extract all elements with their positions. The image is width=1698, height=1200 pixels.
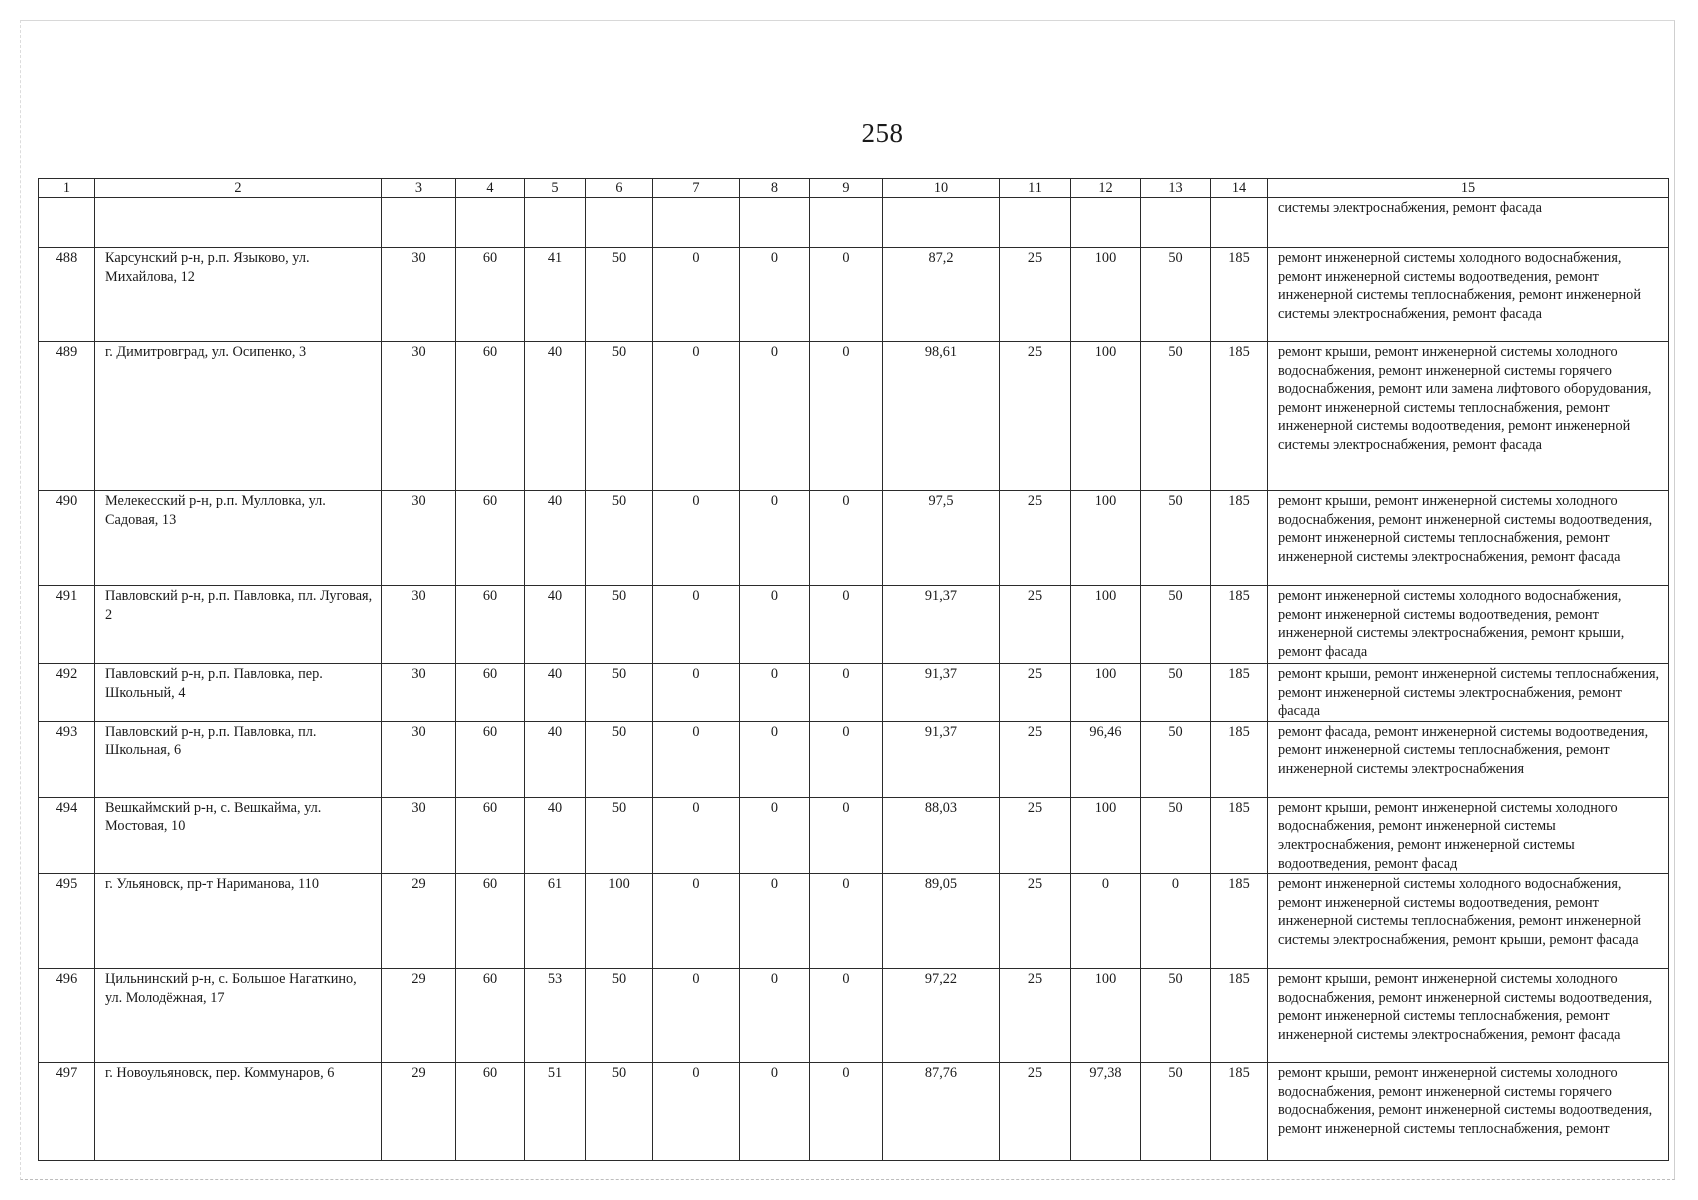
row-number-cell: 496 <box>39 969 95 1063</box>
table-row <box>39 797 1669 873</box>
value-cell: 50 <box>1141 491 1211 586</box>
value-cell: 50 <box>586 664 653 722</box>
value-cell: 0 <box>740 969 810 1063</box>
value-cell: 97,5 <box>883 491 1000 586</box>
value-cell: 0 <box>653 491 740 586</box>
row-number-cell: 491 <box>39 586 95 664</box>
value-cell: 25 <box>1000 797 1071 873</box>
value-cell: 100 <box>1071 664 1141 722</box>
works-cell: системы электроснабжения, ремонт фасада <box>1268 198 1669 248</box>
registry-table <box>38 178 1669 1161</box>
row-number-cell: 492 <box>39 664 95 722</box>
value-cell: 96,46 <box>1071 721 1141 797</box>
value-cell: 60 <box>456 1063 525 1161</box>
address-cell: г. Димитровград, ул. Осипенко, 3 <box>95 342 382 491</box>
value-cell: 40 <box>525 491 586 586</box>
column-header: 15 <box>1268 179 1669 198</box>
value-cell: 89,05 <box>883 874 1000 969</box>
value-cell: 29 <box>382 874 456 969</box>
value-cell: 0 <box>810 874 883 969</box>
address-cell: Павловский р-н, р.п. Павловка, пл. Луговая, 2 <box>95 586 382 664</box>
address-cell: Павловский р-н, р.п. Павловка, пл. Школьная, 6 <box>95 721 382 797</box>
value-cell: 0 <box>810 797 883 873</box>
row-number-cell: 497 <box>39 1063 95 1161</box>
value-cell: 0 <box>740 721 810 797</box>
row-number-cell: 494 <box>39 797 95 873</box>
address-cell: Цильнинский р-н, с. Большое Нагаткино, ул. Молодёжная, 17 <box>95 969 382 1063</box>
value-cell: 50 <box>1141 721 1211 797</box>
value-cell: 40 <box>525 797 586 873</box>
column-header: 9 <box>810 179 883 198</box>
value-cell: 60 <box>456 491 525 586</box>
value-cell: 53 <box>525 969 586 1063</box>
value-cell: 60 <box>456 664 525 722</box>
value-cell: 91,37 <box>883 721 1000 797</box>
value-cell: 100 <box>1071 586 1141 664</box>
table-row <box>39 721 1669 797</box>
column-header: 1 <box>39 179 95 198</box>
column-header: 13 <box>1141 179 1211 198</box>
value-cell: 50 <box>1141 969 1211 1063</box>
table-row <box>39 1063 1669 1161</box>
value-cell: 100 <box>1071 248 1141 342</box>
works-cell: ремонт крыши, ремонт инженерной системы теплоснабжения, ремонт инженерной системы электроснабжения, ремонт фасада <box>1268 664 1669 722</box>
value-cell: 51 <box>525 1063 586 1161</box>
value-cell: 0 <box>653 721 740 797</box>
works-cell: ремонт инженерной системы холодного водоснабжения, ремонт инженерной системы водоотведения, ремонт инженерной системы электроснабжения, ремонт крыши, ремонт фасада <box>1268 586 1669 664</box>
value-cell: 60 <box>456 797 525 873</box>
value-cell: 0 <box>740 874 810 969</box>
value-cell: 97,22 <box>883 969 1000 1063</box>
value-cell: 25 <box>1000 664 1071 722</box>
value-cell: 0 <box>740 491 810 586</box>
value-cell: 185 <box>1211 874 1268 969</box>
value-cell: 0 <box>653 1063 740 1161</box>
works-cell: ремонт крыши, ремонт инженерной системы холодного водоснабжения, ремонт инженерной системы водоотведения, ремонт инженерной системы теплоснабжения, ремонт инженерной системы электроснабжения, ремонт фасада <box>1268 969 1669 1063</box>
value-cell: 50 <box>1141 1063 1211 1161</box>
value-cell: 0 <box>740 342 810 491</box>
column-number-row <box>39 179 1669 198</box>
value-cell: 50 <box>586 1063 653 1161</box>
value-cell: 0 <box>653 874 740 969</box>
value-cell: 0 <box>810 491 883 586</box>
value-cell: 25 <box>1000 586 1071 664</box>
value-cell: 30 <box>382 721 456 797</box>
value-cell: 50 <box>1141 248 1211 342</box>
works-cell: ремонт инженерной системы холодного водоснабжения, ремонт инженерной системы водоотведения, ремонт инженерной системы теплоснабжения, ремонт инженерной системы электроснабжения, ремонт крыши, ремонт фасада <box>1268 874 1669 969</box>
address-cell: Павловский р-н, р.п. Павловка, пер. Школьный, 4 <box>95 664 382 722</box>
value-cell: 60 <box>456 721 525 797</box>
value-cell: 60 <box>456 969 525 1063</box>
value-cell: 0 <box>810 248 883 342</box>
value-cell: 100 <box>1071 491 1141 586</box>
value-cell: 0 <box>810 1063 883 1161</box>
value-cell: 60 <box>456 586 525 664</box>
value-cell: 30 <box>382 342 456 491</box>
value-cell: 87,76 <box>883 1063 1000 1161</box>
row-number-cell: 495 <box>39 874 95 969</box>
value-cell: 50 <box>1141 664 1211 722</box>
column-header: 2 <box>95 179 382 198</box>
works-cell: ремонт крыши, ремонт инженерной системы холодного водоснабжения, ремонт инженерной системы горячего водоснабжения, ремонт или замена лифтового оборудования, ремонт инженерной системы теплоснабжения, ремонт инженерной системы водоотведения, ремонт инженерной системы электроснабжения, ремонт фасада <box>1268 342 1669 491</box>
value-cell: 50 <box>586 342 653 491</box>
value-cell: 185 <box>1211 586 1268 664</box>
works-cell: ремонт крыши, ремонт инженерной системы холодного водоснабжения, ремонт инженерной системы электроснабжения, ремонт инженерной системы водоотведения, ремонт фасад <box>1268 797 1669 873</box>
value-cell: 25 <box>1000 248 1071 342</box>
address-cell: г. Новоульяновск, пер. Коммунаров, 6 <box>95 1063 382 1161</box>
value-cell: 25 <box>1000 969 1071 1063</box>
value-cell: 50 <box>1141 342 1211 491</box>
continuation-row <box>39 198 1669 248</box>
value-cell: 0 <box>810 342 883 491</box>
column-header: 6 <box>586 179 653 198</box>
value-cell: 88,03 <box>883 797 1000 873</box>
value-cell: 185 <box>1211 721 1268 797</box>
value-cell: 50 <box>1141 797 1211 873</box>
column-header: 12 <box>1071 179 1141 198</box>
value-cell: 0 <box>810 586 883 664</box>
value-cell: 97,38 <box>1071 1063 1141 1161</box>
row-number-cell: 490 <box>39 491 95 586</box>
value-cell: 25 <box>1000 1063 1071 1161</box>
value-cell: 50 <box>586 721 653 797</box>
value-cell: 91,37 <box>883 664 1000 722</box>
column-header: 14 <box>1211 179 1268 198</box>
works-cell: ремонт инженерной системы холодного водоснабжения, ремонт инженерной системы водоотведения, ремонт инженерной системы теплоснабжения, ремонт инженерной системы электроснабжения, ремонт фасада <box>1268 248 1669 342</box>
value-cell: 100 <box>1071 969 1141 1063</box>
value-cell: 0 <box>653 248 740 342</box>
value-cell: 0 <box>653 969 740 1063</box>
value-cell: 0 <box>740 664 810 722</box>
value-cell: 40 <box>525 586 586 664</box>
value-cell: 100 <box>1071 797 1141 873</box>
value-cell: 0 <box>810 969 883 1063</box>
value-cell: 0 <box>740 586 810 664</box>
value-cell: 50 <box>586 797 653 873</box>
column-header: 11 <box>1000 179 1071 198</box>
value-cell: 60 <box>456 874 525 969</box>
value-cell: 100 <box>586 874 653 969</box>
value-cell: 0 <box>653 797 740 873</box>
value-cell: 25 <box>1000 342 1071 491</box>
value-cell: 0 <box>740 797 810 873</box>
table-row <box>39 586 1669 664</box>
column-header: 5 <box>525 179 586 198</box>
column-header: 10 <box>883 179 1000 198</box>
address-cell: Карсунский р-н, р.п. Языково, ул. Михайлова, 12 <box>95 248 382 342</box>
table-row <box>39 664 1669 722</box>
value-cell: 40 <box>525 721 586 797</box>
row-number-cell: 488 <box>39 248 95 342</box>
value-cell: 0 <box>1141 874 1211 969</box>
value-cell: 98,61 <box>883 342 1000 491</box>
row-number-cell: 489 <box>39 342 95 491</box>
value-cell: 50 <box>586 248 653 342</box>
value-cell: 185 <box>1211 1063 1268 1161</box>
value-cell: 61 <box>525 874 586 969</box>
value-cell: 185 <box>1211 342 1268 491</box>
value-cell: 60 <box>456 248 525 342</box>
value-cell: 30 <box>382 248 456 342</box>
address-cell: Вешкаймский р-н, с. Вешкайма, ул. Мостовая, 10 <box>95 797 382 873</box>
table-row <box>39 874 1669 969</box>
column-header: 7 <box>653 179 740 198</box>
address-cell: г. Ульяновск, пр-т Нариманова, 110 <box>95 874 382 969</box>
value-cell: 25 <box>1000 874 1071 969</box>
value-cell: 40 <box>525 664 586 722</box>
page-number: 258 <box>861 118 904 148</box>
value-cell: 30 <box>382 797 456 873</box>
value-cell: 0 <box>740 1063 810 1161</box>
value-cell: 30 <box>382 664 456 722</box>
value-cell: 25 <box>1000 491 1071 586</box>
value-cell: 0 <box>810 664 883 722</box>
value-cell: 25 <box>1000 721 1071 797</box>
address-cell: Мелекесский р-н, р.п. Мулловка, ул. Садовая, 13 <box>95 491 382 586</box>
value-cell: 41 <box>525 248 586 342</box>
value-cell: 185 <box>1211 248 1268 342</box>
value-cell: 50 <box>586 586 653 664</box>
value-cell: 185 <box>1211 491 1268 586</box>
value-cell: 100 <box>1071 342 1141 491</box>
value-cell: 29 <box>382 969 456 1063</box>
column-header: 8 <box>740 179 810 198</box>
value-cell: 0 <box>810 721 883 797</box>
works-cell: ремонт крыши, ремонт инженерной системы холодного водоснабжения, ремонт инженерной системы водоотведения, ремонт инженерной системы теплоснабжения, ремонт инженерной системы электроснабжения, ремонт фасада <box>1268 491 1669 586</box>
value-cell: 185 <box>1211 797 1268 873</box>
value-cell: 0 <box>740 248 810 342</box>
value-cell: 91,37 <box>883 586 1000 664</box>
table-row <box>39 491 1669 586</box>
value-cell: 87,2 <box>883 248 1000 342</box>
value-cell: 30 <box>382 586 456 664</box>
value-cell: 60 <box>456 342 525 491</box>
column-header: 3 <box>382 179 456 198</box>
table-row <box>39 248 1669 342</box>
value-cell: 50 <box>1141 586 1211 664</box>
table-row <box>39 342 1669 491</box>
value-cell: 0 <box>653 664 740 722</box>
value-cell: 0 <box>653 342 740 491</box>
value-cell: 185 <box>1211 969 1268 1063</box>
column-header: 4 <box>456 179 525 198</box>
works-cell: ремонт фасада, ремонт инженерной системы водоотведения, ремонт инженерной системы теплоснабжения, ремонт инженерной системы электроснабжения <box>1268 721 1669 797</box>
value-cell: 50 <box>586 491 653 586</box>
works-cell: ремонт крыши, ремонт инженерной системы холодного водоснабжения, ремонт инженерной системы горячего водоснабжения, ремонт инженерной системы водоотведения, ремонт инженерной системы теплоснабжения, ремонт <box>1268 1063 1669 1161</box>
value-cell: 29 <box>382 1063 456 1161</box>
row-number-cell: 493 <box>39 721 95 797</box>
value-cell: 50 <box>586 969 653 1063</box>
value-cell: 0 <box>653 586 740 664</box>
value-cell: 30 <box>382 491 456 586</box>
table-row <box>39 969 1669 1063</box>
value-cell: 185 <box>1211 664 1268 722</box>
value-cell: 0 <box>1071 874 1141 969</box>
value-cell: 40 <box>525 342 586 491</box>
